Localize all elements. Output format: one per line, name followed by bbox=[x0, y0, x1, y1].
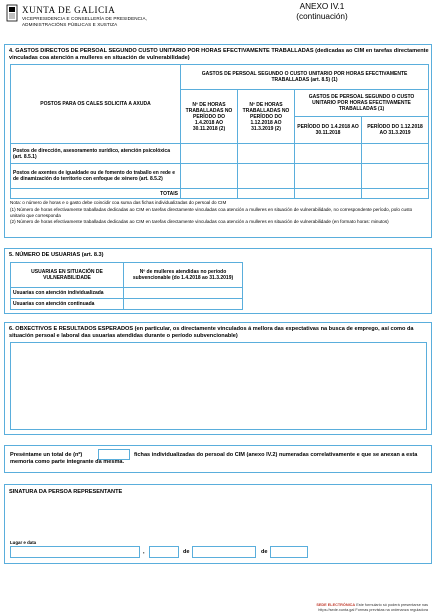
total-cost-period-1[interactable] bbox=[295, 189, 362, 199]
signature-box bbox=[4, 484, 432, 564]
xunta-logo-icon bbox=[5, 4, 19, 22]
statement-box bbox=[4, 445, 432, 473]
users-column-header: USUARIAS EN SITUACIÓN DE VULNERABILIDADE bbox=[11, 263, 124, 288]
period-2-header: PERÍODO DO 1.12.2018 AO 31.3.2019 bbox=[362, 117, 429, 144]
signature-title: SINATURA DA PERSOA REPRESENTANTE bbox=[9, 489, 123, 495]
statement-part-2: fichas individualizadas do persoal do CIM (anexo IV.2) numeradas correlativamente e que se anexan a esta memoria como parte integrante da mesma. bbox=[10, 452, 418, 465]
posts-column-header: POSTOS PARA OS CALES SOLICITA A AXUDA bbox=[11, 65, 181, 144]
annex-heading bbox=[282, 2, 362, 22]
staff-costs-table bbox=[10, 64, 429, 199]
row-continuous-attention: Usuarias con atención continuada bbox=[11, 299, 124, 310]
de-label-2: de bbox=[261, 549, 268, 555]
page-footer bbox=[316, 603, 428, 612]
cost-group-header: GASTOS DE PERSOAL SEGUNDO O CUSTO UNITARIO POR HORAS EFECTIVAMENTE TRABALLADAS (art. 8.5) (1) bbox=[181, 65, 429, 90]
table-row bbox=[11, 299, 243, 310]
total-hours-period-2[interactable] bbox=[238, 189, 295, 199]
hours-period-2-input[interactable] bbox=[238, 164, 295, 189]
note-1: (1) Número de horas efectivamente traballadas dedicadas ao CIM en tarefas directamente vinculadas coa atención a mulleres en situación de vulnerabilidade, no correspondente período, polo custo unitario que corresponda bbox=[10, 206, 413, 218]
year-input[interactable] bbox=[270, 546, 308, 558]
section-5-box bbox=[4, 248, 432, 314]
section-4-title: 4. GASTOS DIRECTOS DE PERSOAL SEGUNDO CUSTO UNITARIO POR HORAS EFECTIVAMENTE TRABALLADAS (dedicadas ao CIM en tarefas directamente vinculadas coa atención a mulleres en situación de vulnerabilidade) bbox=[9, 48, 429, 61]
section-5-title: 5. NÚMERO DE USUARIAS (art. 8.3) bbox=[9, 252, 104, 258]
period-1-header: PERÍODO DO 1.4.2018 AO 30.11.2018 bbox=[295, 117, 362, 144]
footer-line-2: https://sede.xunta.gal Formas previstas na ordenanza reguladora bbox=[318, 607, 428, 612]
table-row bbox=[11, 288, 243, 299]
table-row bbox=[11, 164, 429, 189]
hours-period-2-input[interactable] bbox=[238, 144, 295, 164]
total-cost-period-2[interactable] bbox=[362, 189, 429, 199]
totals-label: TOTAIS bbox=[11, 189, 181, 199]
row-individual-attention: Usuarias con atención individualizada bbox=[11, 288, 124, 299]
section-6-title: 6. OBXECTIVOS E RESULTADOS ESPERADOS (en particular, os directamente vinculados á mellora das expectativas na busca de emprego, así como da situación persoal e laboral das usuarias atendidas durante o período subvencionable) bbox=[9, 326, 414, 339]
hours-period-2-header: Nº DE HORAS TRABALLADAS NO PERÍODO DO 1.12.2018 AO 31.3.2019 (2) bbox=[238, 90, 295, 144]
table-row bbox=[11, 189, 429, 199]
cost-period-1-input[interactable] bbox=[295, 144, 362, 164]
place-date-label: Lugar e data bbox=[10, 540, 37, 545]
note-2: (2) Número de horas efectivamente traballadas dedicadas ao CIM en tarefas directamente vinculadas coa atención a mulleres en situación de vulnerabilidade (en formato horas: minutos) bbox=[10, 219, 389, 224]
row-equality-agents: Postos de axentes de igualdade ou de fomento do traballo en rede e de dinamización do territorio con enfoque de xénero (art. 8.5.2) bbox=[11, 164, 181, 189]
table-row bbox=[11, 144, 429, 164]
statement-part-1: Preséntame un total de (nº) bbox=[10, 452, 83, 458]
cost-period-1-input[interactable] bbox=[295, 164, 362, 189]
org-name: XUNTA DE GALICIA bbox=[22, 5, 116, 15]
place-input[interactable] bbox=[10, 546, 140, 558]
total-hours-period-1[interactable] bbox=[181, 189, 238, 199]
month-input[interactable] bbox=[192, 546, 256, 558]
footer-brand: SEDE ELECTRÓNICA bbox=[316, 603, 356, 607]
de-label-1: de bbox=[183, 549, 190, 555]
annex-title: ANEXO IV.1 bbox=[299, 2, 345, 11]
section-4-box bbox=[4, 44, 432, 238]
cost-period-2-input[interactable] bbox=[362, 144, 429, 164]
hours-period-1-input[interactable] bbox=[181, 144, 238, 164]
section-6-box bbox=[4, 322, 432, 435]
department-line-1: VICEPRESIDENCIA E CONSELLERÍA DE PRESIDENCIA, bbox=[22, 16, 147, 21]
hours-period-1-header: Nº DE HORAS TRABALLADAS NO PERÍODO DO 1.4.2018 AO 30.11.2018 (2) bbox=[181, 90, 238, 144]
users-table bbox=[10, 262, 243, 310]
row-direction-posts: Postos de dirección, asesoramento xurídico, atención psicolóxica (art. 8.5.1) bbox=[11, 144, 181, 164]
footer-line-1: Este formulario só poderá presentarse nas bbox=[356, 603, 428, 607]
section-4-notes bbox=[10, 200, 428, 226]
hours-period-1-input[interactable] bbox=[181, 164, 238, 189]
page-header bbox=[0, 0, 438, 40]
unit-cost-group-header: GASTOS DE PERSOAL SEGUNDO O CUSTO UNITARIO POR HORAS EFECTIVAMENTE TRABALLADAS (1) bbox=[295, 90, 429, 117]
day-input[interactable] bbox=[149, 546, 179, 558]
note-main: Nota: o número de horas e o gasto debe coincidir coa suma das fichas individualizadas do persoal do CIM bbox=[10, 200, 227, 205]
individual-attention-count-input[interactable] bbox=[124, 288, 243, 299]
annex-subtitle: (continuación) bbox=[296, 12, 348, 21]
continuous-attention-count-input[interactable] bbox=[124, 299, 243, 310]
women-count-column-header: Nº de mulleres atendidas no período subvencionable (do 1.4.2018 ao 31.3.2019) bbox=[124, 263, 243, 288]
department-line-2: ADMINISTRACIÓNS PÚBLICAS E XUSTIZA bbox=[22, 22, 118, 27]
cost-period-2-input[interactable] bbox=[362, 164, 429, 189]
objectives-textarea[interactable] bbox=[10, 342, 427, 430]
comma-separator: , bbox=[143, 549, 145, 555]
